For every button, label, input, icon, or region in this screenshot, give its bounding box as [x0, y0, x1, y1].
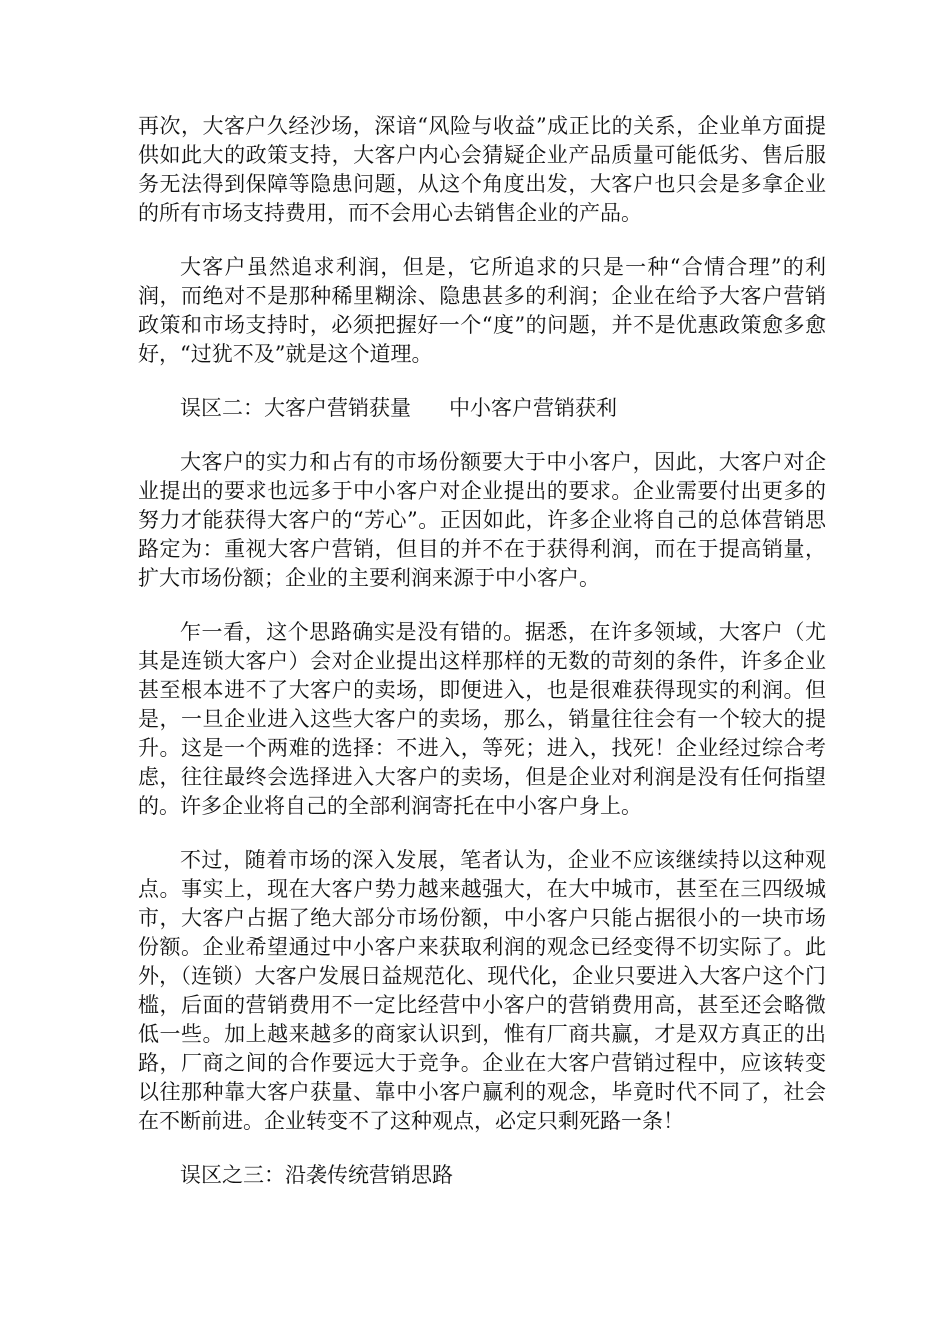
- section-heading-2-right: 中小客户营销获利: [449, 396, 617, 420]
- paragraph-2: 大客户虽然追求利润，但是，它所追求的只是一种“合情合理”的利润，而绝对不是那种稀里糊涂、隐患甚多的利润；企业在给予大客户营销政策和市场支持时，必须把握好一个“度”的问题，并不是优惠政策愈多愈好，“过犹不及”就是这个道理。: [138, 255, 826, 366]
- section-heading-2-left: 误区二：大客户营销获量: [180, 396, 411, 420]
- section-heading-3: [138, 1161, 826, 1190]
- paragraph-1: 再次，大客户久经沙场，深谙“风险与收益”成正比的关系，企业单方面提供如此大的政策支持，大客户内心会猜疑企业产品质量可能低劣、售后服务无法得到保障等隐患问题，从这个角度出发，大客户也只会是多拿企业的所有市场支持费用，而不会用心去销售企业的产品。: [138, 114, 826, 225]
- document-body: [138, 112, 826, 1215]
- paragraph-5: 不过，随着市场的深入发展，笔者认为，企业不应该继续持以这种观点。事实上，现在大客户势力越来越强大，在大中城市，甚至在三四级城市，大客户占据了绝大部分市场份额，中小客户只能占据很小的一块市场份额。企业希望通过中小客户来获取利润的观念已经变得不切实际了。此外，（连锁）大客户发展日益规范化、现代化，企业只要进入大客户这个门槛，后面的营销费用不一定比经营中小客户的营销费用高，甚至还会略微低一些。加上越来越多的商家认识到，惟有厂商共赢，才是双方真正的出路，厂商之间的合作要远大于竞争。企业在大客户营销过程中，应该转变以往那种靠大客户获量、靠中小客户赢利的观念，毕竟时代不同了，社会在不断前进。企业转变不了这种观点，必定只剩死路一条！: [138, 848, 826, 1133]
- section-heading-3-left: 误区之三：沿袭传统营销思路: [180, 1163, 453, 1187]
- paragraph-4: 乍一看，这个思路确实是没有错的。据悉，在许多领域，大客户（尤其是连锁大客户）会对企业提出这样那样的无数的苛刻的条件，许多企业甚至根本进不了大客户的卖场，即便进入，也是很难获得现实的利润。但是，一旦企业进入这些大客户的卖场，那么，销量往往会有一个较大的提升。这是一个两难的选择：不进入，等死；进入，找死！企业经过综合考虑，往往最终会选择进入大客户的卖场，但是企业对利润是没有任何指望的。许多企业将自己的全部利润寄托在中小客户身上。: [138, 620, 826, 818]
- section-heading-2: [138, 394, 826, 423]
- paragraph-3: 大客户的实力和占有的市场份额要大于中小客户，因此，大客户对企业提出的要求也远多于中小客户对企业提出的要求。企业需要付出更多的努力才能获得大客户的“芳心”。正因如此，许多企业将自己的总体营销思路定为：重视大客户营销，但目的并不在于获得利润，而在于提高销量，扩大市场份额；企业的主要利润来源于中小客户。: [138, 450, 826, 590]
